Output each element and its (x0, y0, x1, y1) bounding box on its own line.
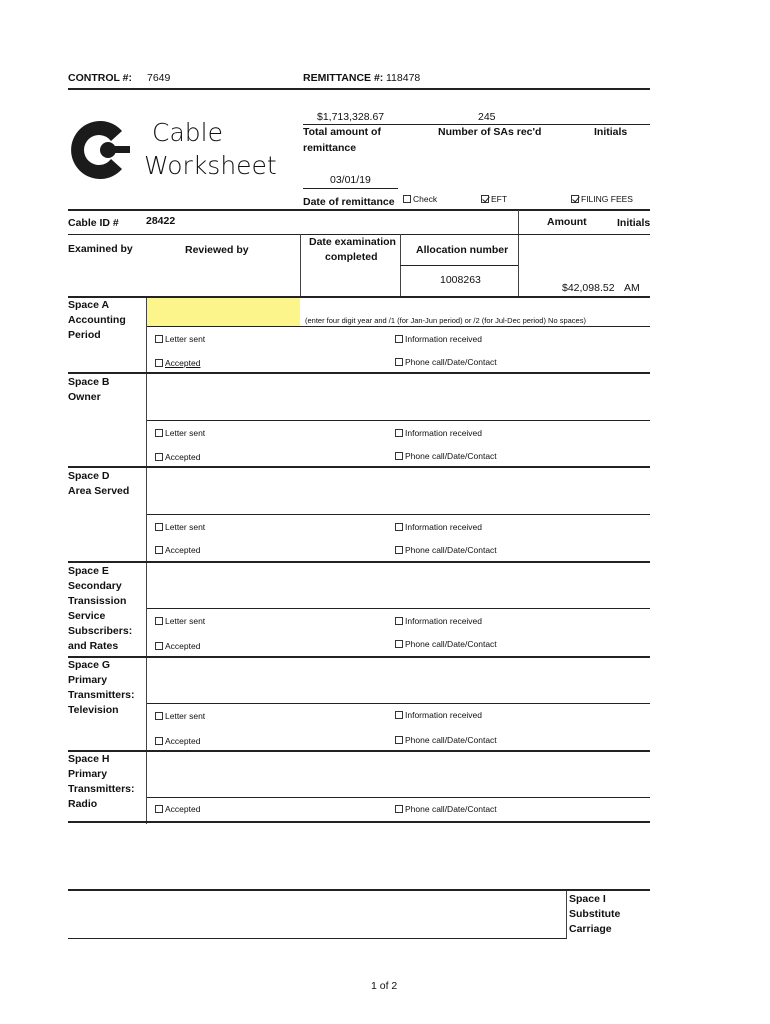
total-amount-label-2: remittance (303, 142, 357, 154)
space-e-info-received-box[interactable] (395, 617, 403, 625)
space-g-phone-call-checkbox[interactable] (395, 735, 497, 745)
space-d-label (68, 469, 129, 499)
space-g-info-received-label: Information received (405, 710, 483, 720)
amount-divider (518, 210, 519, 297)
space-d-line-2: Area Served (68, 485, 130, 497)
space-e-line-5: Subscribers: (68, 625, 133, 637)
allocation-rule (400, 265, 518, 266)
check-checkbox[interactable] (403, 194, 437, 204)
examined-by-label: Examined by (68, 243, 133, 255)
control-value: 7649 (147, 72, 171, 84)
space-e-phone-call-box[interactable] (395, 640, 403, 648)
space-i-divider (566, 891, 567, 939)
space-b-accepted-box[interactable] (155, 453, 163, 461)
space-b-info-received-label: Information received (405, 428, 483, 438)
eft-checkbox[interactable] (481, 194, 507, 204)
space-g-info-received-checkbox[interactable] (395, 710, 482, 720)
space-g-line-1: Space G (68, 659, 111, 671)
space-h-line-4: Radio (68, 798, 98, 810)
space-a-phone-call-label: Phone call/Date/Contact (405, 357, 497, 367)
space-g-phone-call-label: Phone call/Date/Contact (405, 735, 497, 745)
space-i-line-2: Substitute (569, 908, 621, 920)
space-b-line-2: Owner (68, 391, 101, 403)
space-b-phone-call-label: Phone call/Date/Contact (405, 451, 497, 461)
space-g-line-2: Primary (68, 674, 108, 686)
initials-label: Initials (617, 217, 651, 229)
space-g-info-received-box[interactable] (395, 711, 403, 719)
space-a-letter-sent-label: Letter sent (165, 334, 206, 344)
space-g-accepted-box[interactable] (155, 737, 163, 745)
initials-value: AM (624, 282, 640, 294)
space-b-accepted-label: Accepted (165, 452, 201, 462)
accounting-period-hint: (enter four digit year and /1 (for Jan-Jun period) or /2 (for Jul-Dec period) No spaces) (305, 316, 586, 325)
sas-value: 245 (478, 111, 496, 123)
space-h-phone-call-box[interactable] (395, 805, 403, 813)
space-e-letter-sent-box[interactable] (155, 617, 163, 625)
space-e-line-4: Service (68, 610, 106, 622)
space-d-accepted-checkbox[interactable] (155, 545, 200, 555)
space-h-accepted-label: Accepted (165, 804, 201, 814)
space-g-letter-sent-box[interactable] (155, 712, 163, 720)
space-h-phone-call-checkbox[interactable] (395, 804, 497, 814)
date-exam-label-1: Date examination (309, 236, 396, 248)
space-d-letter-sent-checkbox[interactable] (155, 522, 205, 532)
accounting-period-input[interactable] (147, 298, 300, 326)
total-amount-value: $1,713,328.67 (317, 111, 385, 123)
space-e-label (68, 564, 132, 654)
space-h-line-2: Primary (68, 768, 108, 780)
space-e-phone-call-checkbox[interactable] (395, 639, 497, 649)
remittance-label: REMITTANCE #: (303, 72, 384, 84)
date-exam-divider-left (300, 234, 301, 297)
space-h-line-3: Transmitters: (68, 783, 135, 795)
space-b-info-received-box[interactable] (395, 429, 403, 437)
filing-fees-box[interactable] (571, 195, 579, 203)
space-g-letter-sent-checkbox[interactable] (155, 711, 205, 721)
space-a-line-2: Accounting (68, 314, 126, 326)
remittance-value: 118478 (386, 72, 421, 84)
space-i-bottom-rule (68, 938, 566, 939)
date-value: 03/01/19 (330, 174, 371, 186)
space-a-accepted-checkbox[interactable] (155, 358, 200, 368)
space-e-accepted-box[interactable] (155, 642, 163, 650)
space-b-phone-call-box[interactable] (395, 452, 403, 460)
space-e-letter-sent-label: Letter sent (165, 616, 206, 626)
space-e-info-received-label: Information received (405, 616, 483, 626)
space-i-label (569, 892, 620, 937)
space-h-accepted-box[interactable] (155, 805, 163, 813)
space-d-accepted-box[interactable] (155, 546, 163, 554)
space-a-info-received-box[interactable] (395, 335, 403, 343)
space-e-line-6: and Rates (68, 640, 119, 652)
space-g-accepted-label: Accepted (165, 736, 201, 746)
space-h-phone-call-label: Phone call/Date/Contact (405, 804, 497, 814)
space-e-line-3: Transission (68, 595, 127, 607)
sas-label: Number of SAs rec'd (438, 126, 542, 138)
space-h-input-rule (147, 797, 650, 798)
space-g-accepted-checkbox[interactable] (155, 736, 200, 746)
space-d-phone-call-checkbox[interactable] (395, 545, 497, 555)
space-a-label (68, 298, 126, 343)
space-b-phone-call-checkbox[interactable] (395, 451, 497, 461)
space-e-accepted-checkbox[interactable] (155, 641, 200, 651)
date-exam-label-2: completed (325, 251, 378, 263)
info-mid-rule (68, 234, 650, 235)
initials-label-top: Initials (594, 126, 628, 138)
space-i-top-rule (68, 889, 650, 891)
space-b-info-received-checkbox[interactable] (395, 428, 482, 438)
total-amount-label-1: Total amount of (303, 126, 381, 138)
space-e-input-rule (147, 608, 650, 609)
space-a-info-received-checkbox[interactable] (395, 334, 482, 344)
space-a-accepted-label: Accepted (165, 358, 201, 368)
space-b-letter-sent-checkbox[interactable] (155, 428, 205, 438)
space-a-letter-sent-box[interactable] (155, 335, 163, 343)
space-a-phone-call-box[interactable] (395, 358, 403, 366)
space-d-accepted-label: Accepted (165, 545, 201, 555)
space-g-label (68, 658, 135, 718)
title-cable: Cable (152, 118, 223, 147)
space-e-bottom-rule (68, 656, 650, 658)
space-d-letter-sent-label: Letter sent (165, 522, 206, 532)
space-d-bottom-rule (68, 561, 650, 563)
allocation-label: Allocation number (416, 244, 509, 256)
space-b-line-1: Space B (68, 376, 110, 388)
space-a-accepted-box[interactable] (155, 359, 163, 367)
info-top-rule (68, 209, 650, 211)
space-a-info-received-label: Information received (405, 334, 483, 344)
space-d-info-received-checkbox[interactable] (395, 522, 482, 532)
space-h-label (68, 752, 135, 812)
space-b-input-rule (147, 420, 650, 421)
space-g-input-rule (147, 703, 650, 704)
page-number: 1 of 2 (371, 980, 398, 992)
cable-id-label: Cable ID # (68, 217, 119, 229)
filing-fees-label: FILING FEES (581, 194, 633, 204)
space-d-info-received-box[interactable] (395, 523, 403, 531)
space-d-info-received-label: Information received (405, 522, 483, 532)
cable-id-value: 28422 (146, 215, 176, 227)
space-d-letter-sent-box[interactable] (155, 523, 163, 531)
space-i-line-1: Space I (569, 893, 606, 905)
space-a-line-3: Period (68, 329, 101, 341)
eft-box[interactable] (481, 195, 489, 203)
space-e-line-1: Space E (68, 565, 109, 577)
amount-label: Amount (547, 216, 587, 228)
space-g-bottom-rule (68, 750, 650, 752)
filing-fees-checkbox[interactable] (571, 194, 633, 204)
copyright-logo-icon (68, 119, 132, 181)
space-h-bottom-rule (68, 821, 650, 823)
space-b-bottom-rule (68, 466, 650, 468)
title-worksheet: Worksheet (144, 151, 277, 180)
space-g-line-3: Transmitters: (68, 689, 135, 701)
space-i-line-3: Carriage (569, 923, 612, 935)
space-h-line-1: Space H (68, 753, 110, 765)
space-a-line-1: Space A (68, 299, 110, 311)
check-label: Check (413, 194, 438, 204)
eft-label: EFT (491, 194, 508, 204)
space-g-line-4: Television (68, 704, 119, 716)
date-label: Date of remittance (303, 196, 395, 208)
space-b-letter-sent-label: Letter sent (165, 428, 206, 438)
space-a-input-rule (147, 326, 650, 327)
space-e-letter-sent-checkbox[interactable] (155, 616, 205, 626)
allocation-value: 1008263 (440, 274, 481, 286)
space-e-line-2: Secondary (68, 580, 122, 592)
amount-value: $42,098.52 (562, 282, 615, 294)
reviewed-by-label: Reviewed by (185, 244, 249, 256)
space-e-phone-call-label: Phone call/Date/Contact (405, 639, 497, 649)
space-g-letter-sent-label: Letter sent (165, 711, 206, 721)
space-d-phone-call-label: Phone call/Date/Contact (405, 545, 497, 555)
date-rule (303, 188, 398, 189)
space-b-label (68, 375, 109, 405)
space-d-phone-call-box[interactable] (395, 546, 403, 554)
space-a-letter-sent-checkbox[interactable] (155, 334, 205, 344)
check-box[interactable] (403, 195, 411, 203)
header-rule (68, 88, 650, 90)
space-b-letter-sent-box[interactable] (155, 429, 163, 437)
space-d-line-1: Space D (68, 470, 110, 482)
space-b-accepted-checkbox[interactable] (155, 452, 200, 462)
space-e-accepted-label: Accepted (165, 641, 201, 651)
space-e-info-received-checkbox[interactable] (395, 616, 482, 626)
space-d-input-rule (147, 514, 650, 515)
space-a-bottom-rule (68, 372, 650, 374)
control-label: CONTROL #: (68, 72, 132, 84)
space-a-phone-call-checkbox[interactable] (395, 357, 497, 367)
space-h-accepted-checkbox[interactable] (155, 804, 200, 814)
space-g-phone-call-box[interactable] (395, 736, 403, 744)
summary-rule (303, 124, 650, 125)
